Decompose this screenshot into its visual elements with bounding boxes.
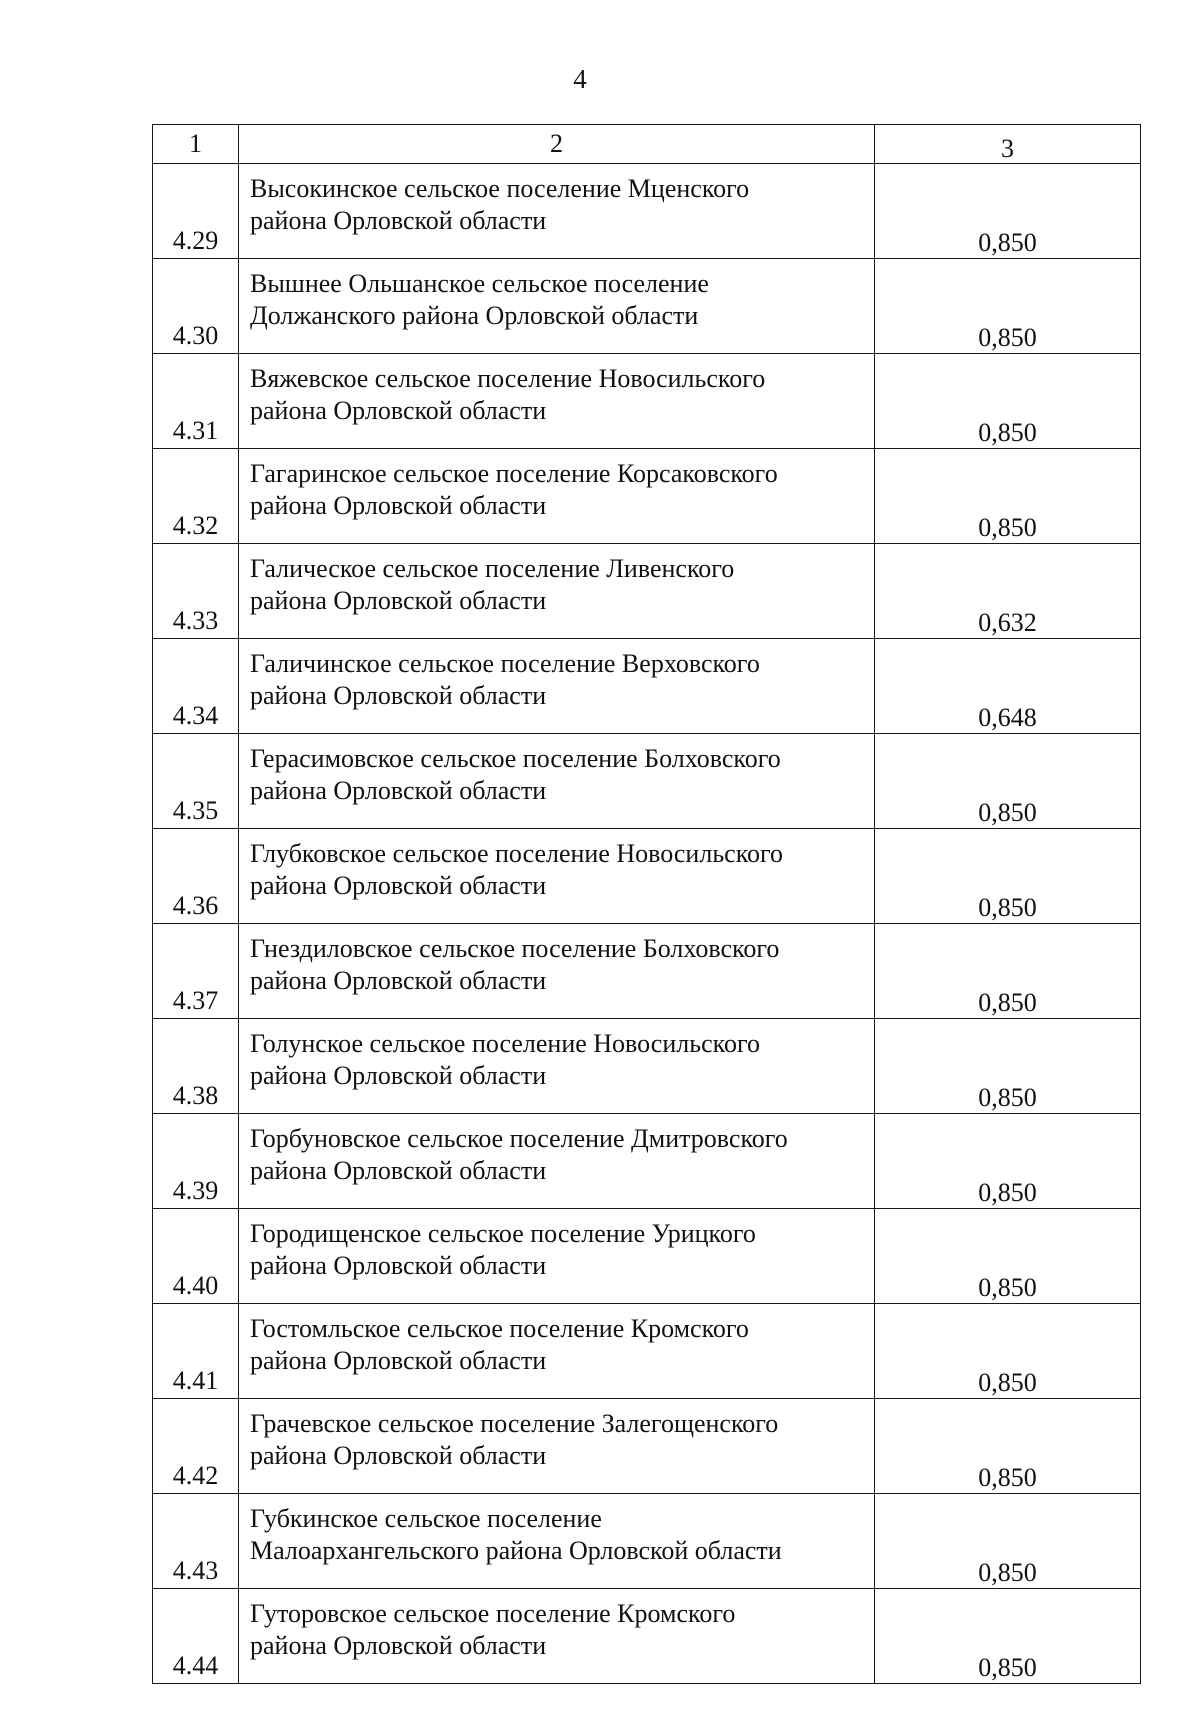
row-number: 4.42 [153, 1399, 239, 1494]
row-number: 4.35 [153, 734, 239, 829]
page-number: 4 [573, 64, 587, 94]
settlement-name-line-2: района Орловской области [250, 1441, 547, 1470]
settlement-name-line-1: Горбуновское сельское поселение Дмитровского [250, 1124, 788, 1153]
coefficient-value: 0,850 [875, 354, 1141, 449]
table-row [153, 1399, 1141, 1494]
coefficient-value: 0,850 [875, 1304, 1141, 1399]
column-header-3: 3 [875, 125, 1141, 164]
table-row [153, 259, 1141, 354]
row-number: 4.33 [153, 544, 239, 639]
table-row [153, 1304, 1141, 1399]
row-number: 4.44 [153, 1589, 239, 1684]
coefficient-value: 0,850 [875, 1209, 1141, 1304]
settlement-name [239, 1399, 875, 1494]
coefficient-value: 0,850 [875, 259, 1141, 354]
table-row [153, 829, 1141, 924]
settlement-name [239, 1114, 875, 1209]
coefficient-value: 0,850 [875, 1399, 1141, 1494]
row-number: 4.43 [153, 1494, 239, 1589]
settlement-name-line-2: района Орловской области [250, 586, 547, 615]
row-number: 4.36 [153, 829, 239, 924]
coefficient-value: 0,850 [875, 449, 1141, 544]
settlement-name [239, 1589, 875, 1684]
coefficient-value: 0,850 [875, 734, 1141, 829]
row-number: 4.30 [153, 259, 239, 354]
settlement-name [239, 259, 875, 354]
table-row [153, 639, 1141, 734]
table-row [153, 1494, 1141, 1589]
settlement-name-line-1: Гагаринское сельское поселение Корсаковского [250, 459, 778, 488]
settlement-name-line-2: района Орловской области [250, 1156, 547, 1185]
table-row [153, 1019, 1141, 1114]
table-row [153, 354, 1141, 449]
row-number: 4.41 [153, 1304, 239, 1399]
settlement-name [239, 734, 875, 829]
table-row [153, 734, 1141, 829]
settlement-name [239, 639, 875, 734]
settlement-name [239, 1019, 875, 1114]
table-row [153, 924, 1141, 1019]
table-row [153, 449, 1141, 544]
table-body [153, 164, 1141, 1684]
coefficient-value: 0,648 [875, 639, 1141, 734]
row-number: 4.29 [153, 164, 239, 259]
settlement-name-line-2: района Орловской области [250, 491, 547, 520]
coefficient-value: 0,850 [875, 1019, 1141, 1114]
settlement-name-line-2: района Орловской области [250, 1251, 547, 1280]
settlement-name-line-1: Галическое сельское поселение Ливенского [250, 554, 735, 583]
settlement-name-line-1: Гостомльское сельское поселение Кромского [250, 1314, 749, 1343]
row-number: 4.34 [153, 639, 239, 734]
settlement-name-line-2: района Орловской области [250, 396, 547, 425]
settlement-name-line-1: Гуторовское сельское поселение Кромского [250, 1599, 736, 1628]
row-number: 4.39 [153, 1114, 239, 1209]
row-number: 4.40 [153, 1209, 239, 1304]
row-number: 4.32 [153, 449, 239, 544]
table-row [153, 544, 1141, 639]
settlement-name-line-1: Голунское сельское поселение Новосильского [250, 1029, 760, 1058]
settlement-name-line-2: Должанского района Орловской области [250, 301, 699, 330]
settlement-name-line-1: Галичинское сельское поселение Верховского [250, 649, 760, 678]
settlement-name-line-1: Грачевское сельское поселение Залегощенского [250, 1409, 779, 1438]
column-header-2: 2 [239, 125, 875, 164]
coefficient-value: 0,632 [875, 544, 1141, 639]
coefficient-value: 0,850 [875, 1494, 1141, 1589]
settlement-name-line-2: района Орловской области [250, 966, 547, 995]
coefficient-value: 0,850 [875, 924, 1141, 1019]
settlement-name-line-2: района Орловской области [250, 681, 547, 710]
settlement-name [239, 924, 875, 1019]
settlement-name-line-2: района Орловской области [250, 1061, 547, 1090]
settlement-name-line-1: Высокинское сельское поселение Мценского [250, 174, 750, 203]
row-number: 4.31 [153, 354, 239, 449]
settlement-name-line-2: района Орловской области [250, 1631, 547, 1660]
settlement-name [239, 1304, 875, 1399]
row-number: 4.37 [153, 924, 239, 1019]
settlement-name-line-1: Вяжевское сельское поселение Новосильского [250, 364, 766, 393]
settlement-name-line-1: Губкинское сельское поселение [250, 1504, 602, 1533]
settlement-name-line-1: Глубковское сельское поселение Новосильского [250, 839, 784, 868]
table-row [153, 164, 1141, 259]
table-row [153, 1114, 1141, 1209]
table-header-row [153, 125, 1141, 164]
settlement-name [239, 1209, 875, 1304]
settlement-name-line-1: Гнездиловское сельское поселение Болховского [250, 934, 780, 963]
settlement-name [239, 449, 875, 544]
settlements-table [152, 124, 1141, 1684]
settlement-name-line-2: района Орловской области [250, 871, 547, 900]
settlement-name [239, 829, 875, 924]
settlement-name [239, 164, 875, 259]
coefficient-value: 0,850 [875, 164, 1141, 259]
settlement-name-line-2: района Орловской области [250, 1346, 547, 1375]
table-row [153, 1209, 1141, 1304]
settlement-name-line-1: Городищенское сельское поселение Урицкого [250, 1219, 756, 1248]
coefficient-value: 0,850 [875, 1114, 1141, 1209]
settlement-name-line-1: Герасимовское сельское поселение Болховского [250, 744, 781, 773]
settlement-name-line-2: Малоархангельского района Орловской области [250, 1536, 782, 1565]
settlement-name [239, 1494, 875, 1589]
coefficient-value: 0,850 [875, 1589, 1141, 1684]
column-header-1: 1 [153, 125, 239, 164]
table-row [153, 1589, 1141, 1684]
settlement-name [239, 544, 875, 639]
settlement-name-line-2: района Орловской области [250, 776, 547, 805]
row-number: 4.38 [153, 1019, 239, 1114]
settlement-name [239, 354, 875, 449]
coefficient-value: 0,850 [875, 829, 1141, 924]
settlement-name-line-2: района Орловской области [250, 206, 547, 235]
settlement-name-line-1: Вышнее Ольшанское сельское поселение [250, 269, 709, 298]
